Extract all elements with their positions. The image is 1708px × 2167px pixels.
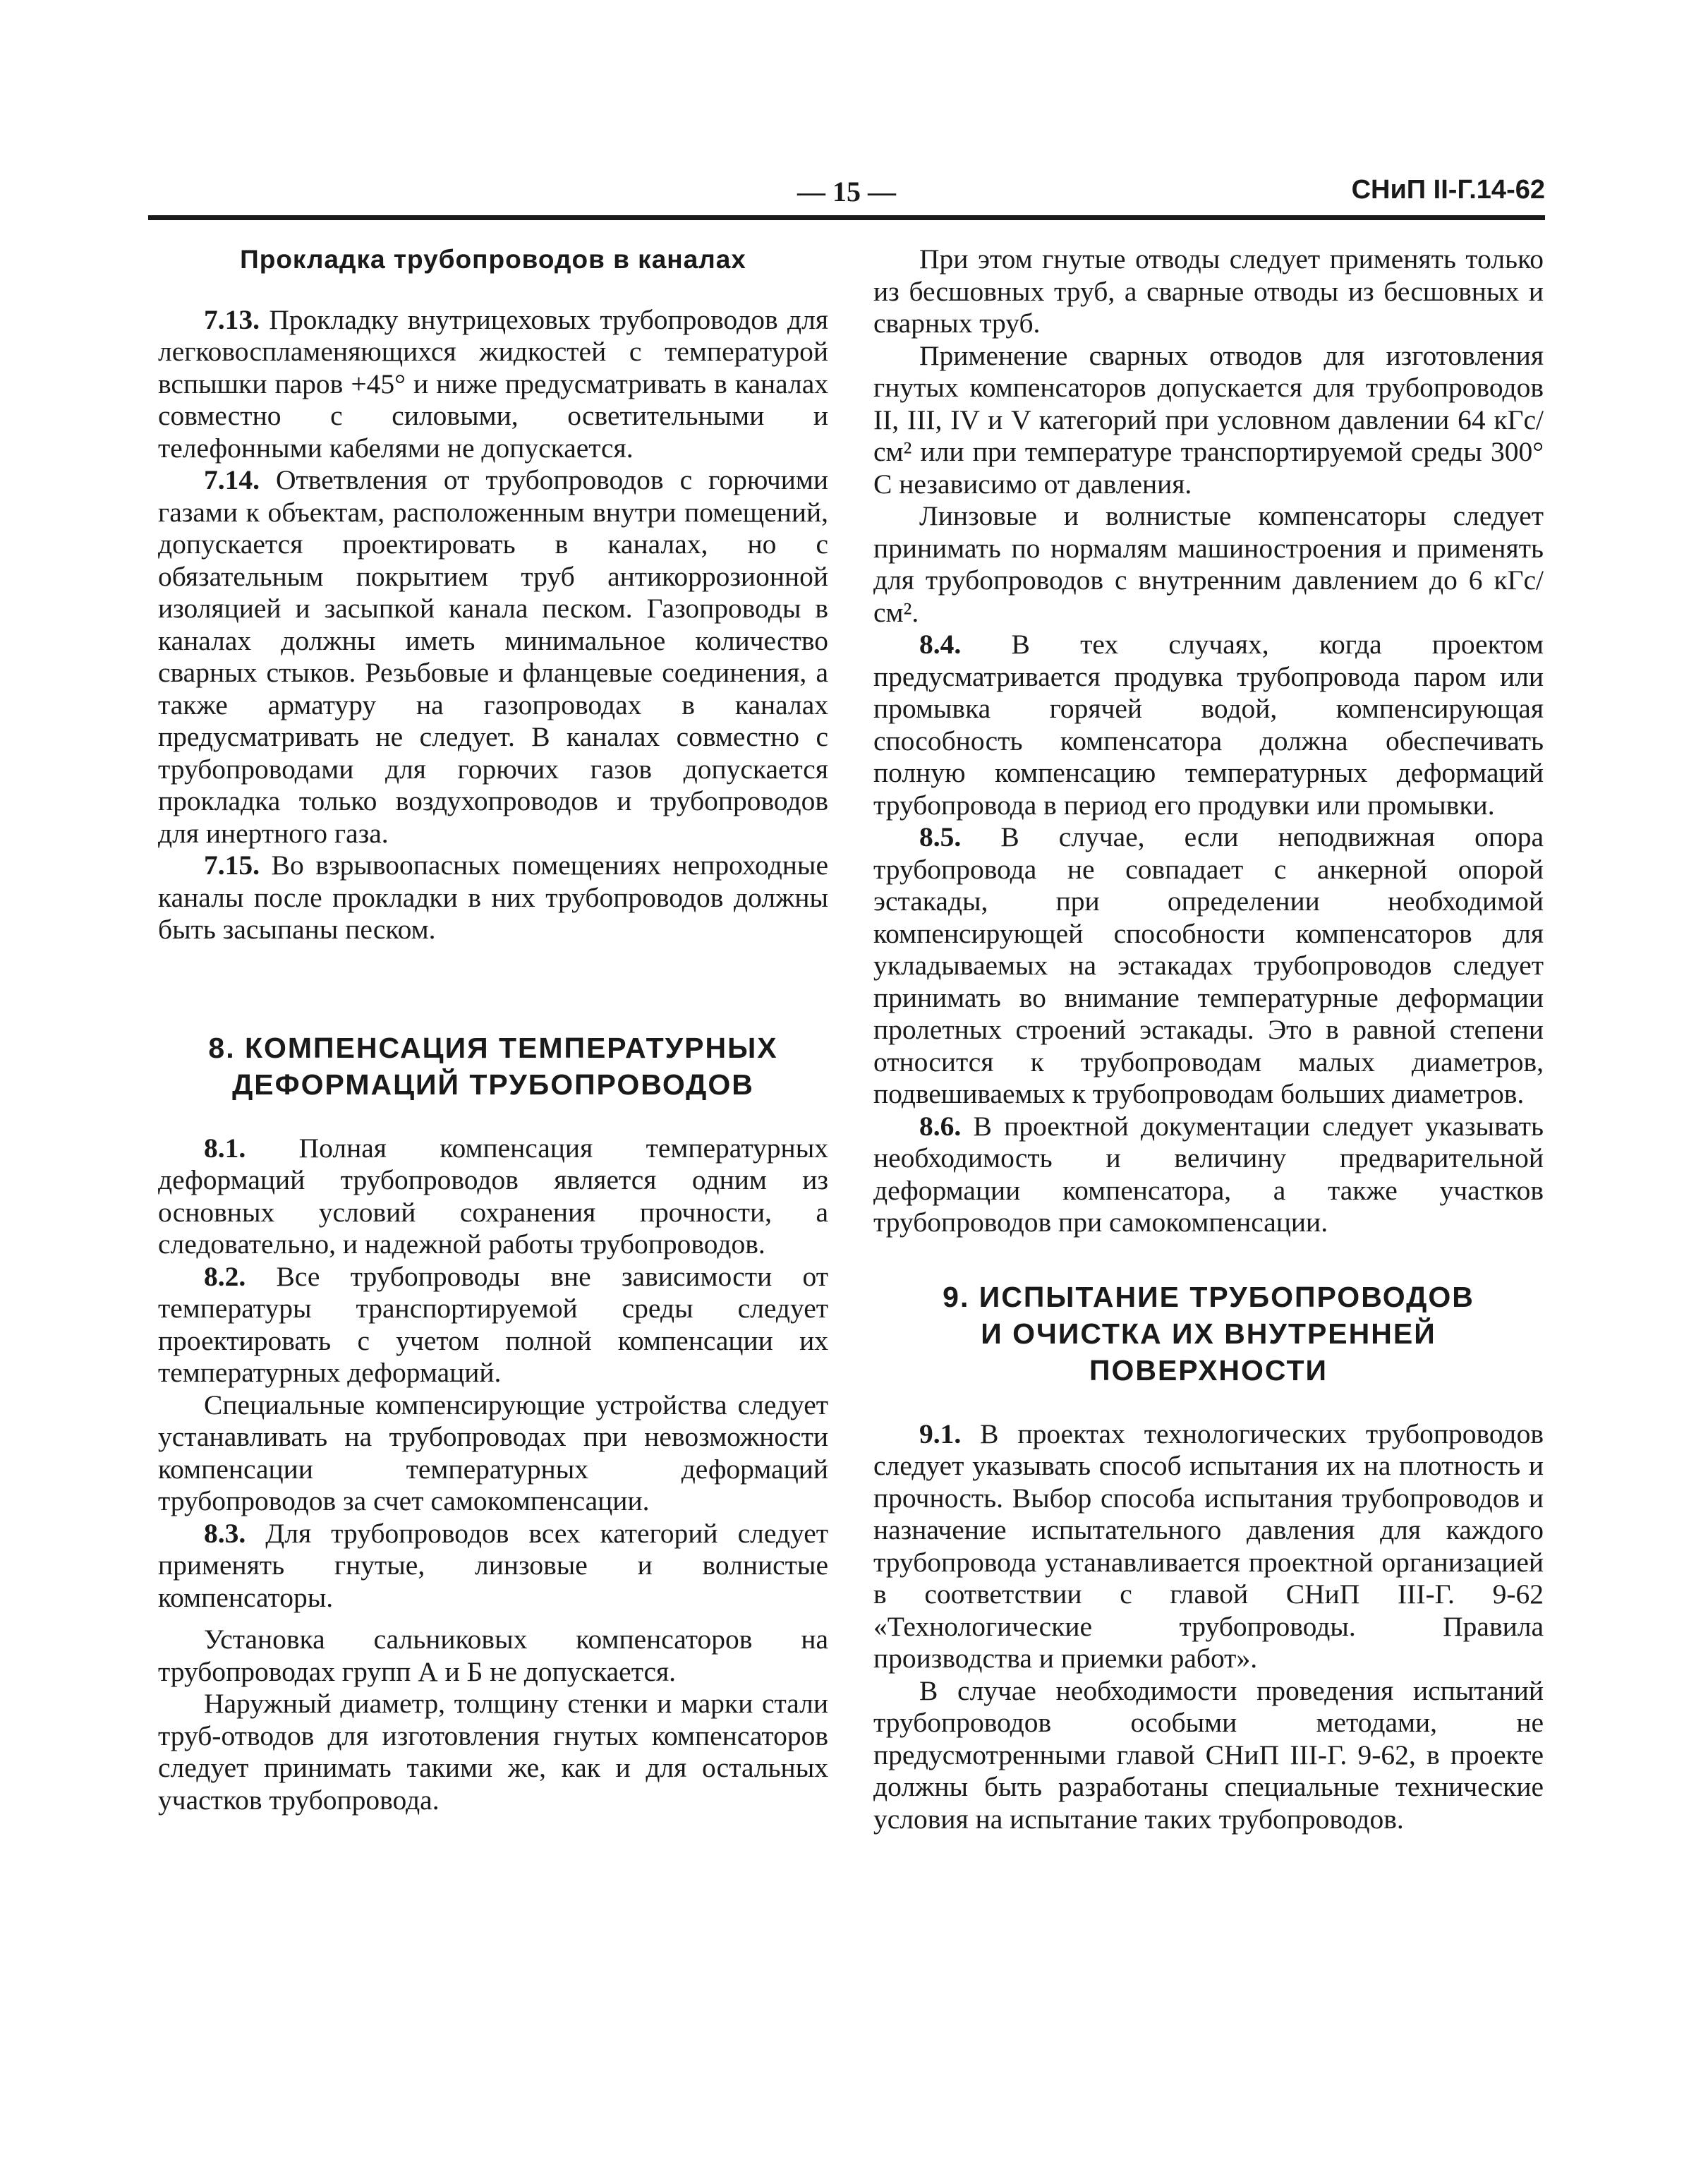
clause-number: 8.5. <box>919 821 962 852</box>
paragraph-8-3-continued-2: Наружный диаметр, толщину стенки и марки стали труб-отводов для изготовления гнутых компенсаторов следует принимать такими же, как и для остальных участков трубопровода. <box>158 1688 828 1816</box>
paragraph-8-3-bends: При этом гнутые отводы следует применять только из бесшовных труб, а сварные отводы из бесшовных и сварных труб. <box>873 243 1544 339</box>
header-rule <box>148 215 1545 220</box>
clause-number: 9.1. <box>919 1418 962 1449</box>
paragraph-7-15 <box>158 850 828 946</box>
section-9-heading <box>873 1279 1544 1389</box>
paragraph-8-4 <box>873 629 1544 821</box>
paragraph-text: Все трубопроводы вне зависимости от температуры транспортируемой среды следует проектировать с учетом полной компенсации их температурных деформаций. <box>158 1260 828 1388</box>
clause-number: 8.6. <box>919 1110 962 1142</box>
subsection-heading: Прокладка трубопроводов в каналах <box>240 245 746 274</box>
section-heading-line: И ОЧИСТКА ИХ ВНУТРЕННЕЙ <box>981 1317 1436 1350</box>
paragraph-7-13 <box>158 304 828 465</box>
paragraph-text: Прокладку внутрицеховых трубопроводов для легковоспламеняющихся жидкостей с температурой вспышки паров +45° и ниже предусматривать в каналах совместно с силовыми, осветительными и телефонными кабелями не допускается. <box>158 303 828 464</box>
clause-number: 7.13. <box>204 303 260 335</box>
paragraph-9-1-continued: В случае необходимости проведения испытаний трубопроводов особыми методами, не предусмотренными главой СНиП III-Г. 9-62, в проекте должны быть разработаны специальные технические условия на испытание таких трубопроводов. <box>873 1674 1544 1835</box>
paragraph-text: В тех случаях, когда проектом предусматривается продувка трубопровода паром или промывка горячей водой, компенсирующая способность компенсатора должна обеспечивать полную компенсацию температурных деформаций трубопровода в период его продувки или промывки. <box>873 629 1544 821</box>
paragraph-text: Для трубопроводов всех категорий следует применять гнутые, линзовые и волнистые компенсаторы. <box>158 1517 828 1613</box>
paragraph-8-5 <box>873 821 1544 1111</box>
paragraph-9-1 <box>873 1418 1544 1675</box>
paragraph-text: Полная компенсация температурных деформаций трубопроводов является одним из основных условий сохранения прочности, а следовательно, и надежной работы трубопроводов. <box>158 1132 828 1260</box>
right-column <box>873 243 1544 1835</box>
paragraph-8-3-welded: Применение сварных отводов для изготовления гнутых компенсаторов допускается для трубопроводов II, III, IV и V категорий при условном давлении 64 кГс/см² или при температуре транспортируемой среды 300° С независимо от давления. <box>873 339 1544 500</box>
section-heading-line: 9. ИСПЫТАНИЕ ТРУБОПРОВОДОВ <box>943 1280 1474 1313</box>
clause-number: 8.1. <box>204 1132 246 1164</box>
paragraph-8-2 <box>158 1261 828 1389</box>
clause-number: 7.14. <box>204 464 260 495</box>
spacer <box>158 1614 828 1624</box>
page-header <box>148 162 1545 219</box>
section-heading-line: ДЕФОРМАЦИЙ ТРУБОПРОВОДОВ <box>232 1068 754 1101</box>
clause-number: 7.15. <box>204 850 260 881</box>
paragraph-text: В случае, если неподвижная опора трубопровода не совпадает с анкерной опорой эстакады, при определении необходимой компенсирующей способности компенсаторов для укладываемых на эстакадах трубопроводов следует принимать во внимание температурные деформации пролетных строений эстакады. Это в равной степени относится к трубопроводам малых диаметров, подвешиваемых к трубопроводам больших диаметров. <box>873 821 1544 1109</box>
paragraph-text: Во взрывоопасных помещениях непроходные каналы после прокладки в них трубопроводов должны быть засыпаны песком. <box>158 850 828 945</box>
paragraph-8-6 <box>873 1111 1544 1239</box>
section-heading-line: 8. КОМПЕНСАЦИЯ ТЕМПЕРАТУРНЫХ <box>208 1031 778 1064</box>
paragraph-text: Ответвления от трубопроводов с горючими газами к объектам, расположенным внутри помещений, допускается проектировать в каналах, но с обязательным покрытием труб антикоррозионной изоляцией и засыпкой канала песком. Газопроводы в каналах должны иметь минимальное количество сварных стыков. Резьбовые и фланцевые соединения, а также арматуру на газопроводах в каналах предусматривать не следует. В каналах совместно с трубопроводами для горючих газов допускается прокладка только воздухопроводов и трубопроводов для инертного газа. <box>158 464 828 849</box>
paragraph-8-3-lens: Линзовые и волнистые компенсаторы следует принимать по нормалям машиностроения и применять для трубопроводов с внутренним давлением до 6 кГс/см². <box>873 500 1544 628</box>
paragraph-7-14 <box>158 464 828 850</box>
paragraph-text: В проектах технологических трубопроводов следует указывать способ испытания их на плотность и прочность. Выбор способа испытания трубопроводов и назначение испытательного давления для каждого трубопровода устанавливается проектной организацией в соответствии с главой СНиП III-Г. 9-62 «Технологические трубопроводы. Правила производства и приемки работ». <box>873 1418 1544 1674</box>
clause-number: 8.4. <box>919 629 962 660</box>
paragraph-8-2-continued: Специальные компенсирующие устройства следует устанавливать на трубопроводах при невозможности компенсации температурных деформаций трубопроводов за счет самокомпенсации. <box>158 1389 828 1516</box>
page-number: — 15 — <box>797 176 896 207</box>
clause-number: 8.2. <box>204 1260 246 1292</box>
section-8-heading <box>158 1030 828 1103</box>
paragraph-8-3 <box>158 1518 828 1614</box>
document-code: СНиП II-Г.14-62 <box>1351 175 1545 205</box>
section-heading-line: ПОВЕРХНОСТИ <box>1089 1353 1328 1387</box>
paragraph-8-1 <box>158 1133 828 1261</box>
left-column <box>158 243 828 1816</box>
paragraph-8-3-continued: Установка сальниковых компенсаторов на трубопроводах групп А и Б не допускается. <box>158 1624 828 1687</box>
clause-number: 8.3. <box>204 1517 246 1549</box>
paragraph-text: В проектной документации следует указывать необходимость и величину предварительной деформации компенсатора, а также участков трубопроводов при самокомпенсации. <box>873 1110 1544 1238</box>
